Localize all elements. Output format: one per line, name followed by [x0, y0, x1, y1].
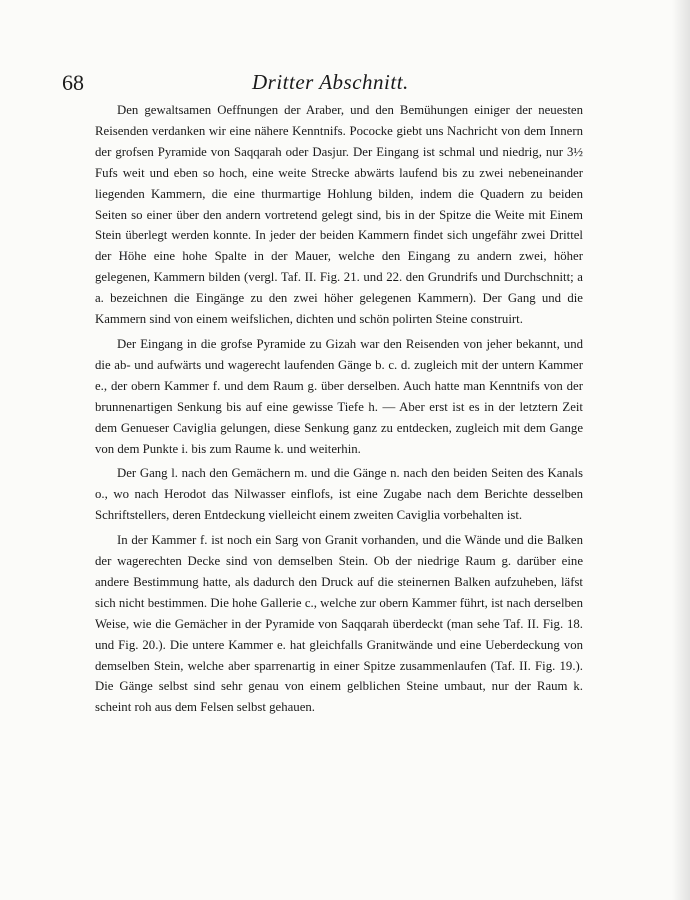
- paragraph-4: In der Kammer f. ist noch ein Sarg von Granit vorhanden, und die Wände und die Balken der wagerechten Decke sind von demselben Stein. Ob der niedrige Raum g. darüber eine andere Bestimmung hatte, als dadurch den Druck auf die steinernen Balken aufzuheben, läfst sich nicht bestimmen. Die hohe Gallerie c., welche zur obern Kammer führt, ist nach derselben Weise, wie die Gemächer in der Pyramide von Saqqarah überdeckt (man sehe Taf. II. Fig. 18. und Fig. 20.). Die untere Kammer e. hat gleichfalls Granitwände und eine Ueberdeckung von demselben Stein, welche aber sparrenartig in einer Spitze zusammenlaufen (Taf. II. Fig. 19.). Die Gänge selbst sind sehr genau von einem gelblichen Steine umbaut, nur der Raum k. scheint roh aus dem Felsen selbst gehauen.: [95, 533, 583, 715]
- page-header: [62, 70, 662, 100]
- paragraph-3: Der Gang l. nach den Gemächern m. und die Gänge n. nach den beiden Seiten des Kanals o., wo nach Herodot das Nilwasser einflofs, ist eine Zugabe nach dem Berichte desselben Schriftstellers, deren Entdeckung vielleicht einem zweiten Caviglia vorbehalten ist.: [95, 466, 583, 523]
- paragraph-2: Der Eingang in die grofse Pyramide zu Gizah war den Reisenden von jeher bekannt, und die ab- und aufwärts und wagerecht laufenden Gänge b. c. d. zugleich mit der untern Kammer e., der obern Kammer f. und dem Raum g. über derselben. Auch hatte man Kenntnifs von der brunnenartigen Senkung bis auf eine gewisse Tiefe h. — Aber erst ist es in der letztern Zeit dem Genueser Caviglia gelungen, diese Senkung ganz zu entdecken, zugleich mit dem Gange von dem Punkte i. bis zum Raume k. und weiterhin.: [95, 336, 583, 456]
- body-text: [95, 100, 583, 722]
- page-number: 68: [62, 70, 84, 95]
- running-head: Dritter Abschnitt.: [252, 70, 409, 94]
- page-edge-shadow: [672, 0, 690, 900]
- paragraph-1: Den gewaltsamen Oeffnungen der Araber, und den Bemühungen einiger der neuesten Reisenden verdanken wir eine nähere Kenntnifs. Pococke giebt uns Nachricht von dem Innern der grofsen Pyramide von Saqqarah oder Dasjur. Der Eingang ist schmal und niedrig, nur 3½ Fufs weit und eben so hoch, eine weite Strecke abwärts laufend bis zu zwei nebeneinander liegenden Kammern, die eine thurmartige Hohlung bilden, indem die Quadern zu beiden Seiten so einer über den andern vortretend gelegt sind, bis in der Spitze die Weite mit Einem Stein überlegt werden konnte. In jeder der beiden Kammern findet sich ungefähr zwei Drittel der Höhe eine hohe Spalte in der Mauer, welche den Eingang zu andern zwei, höher gelegenen, Kammern bilden (vergl. Taf. II. Fig. 21. und 22. den Grundrifs und Durchschnitt; a a. bezeichnen die Eingänge zu den zwei höher gelegenen Kammern). Der Gang und die Kammern sind von einem weifslichen, dichten und schön polirten Steine construirt.: [95, 103, 583, 327]
